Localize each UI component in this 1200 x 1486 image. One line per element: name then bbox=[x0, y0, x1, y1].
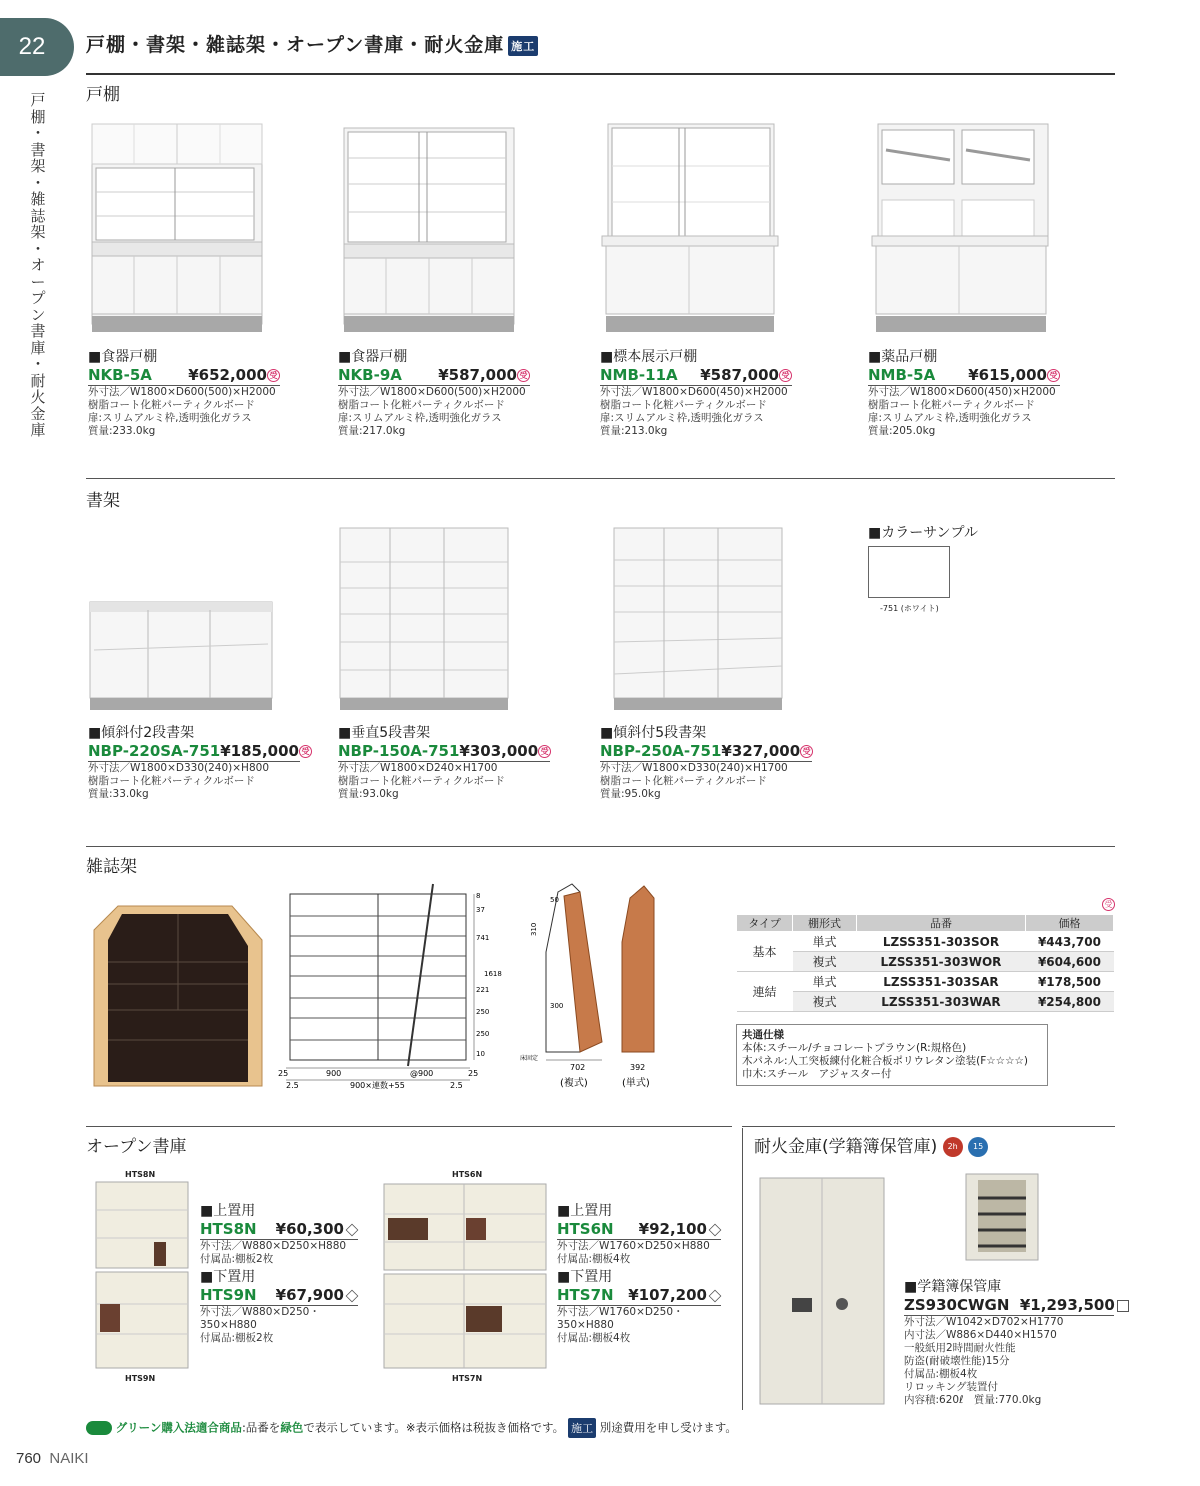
zasshika-price-table bbox=[736, 914, 1114, 1012]
side-label-char: オ bbox=[30, 256, 46, 274]
product-specs bbox=[200, 1240, 358, 1266]
page-title bbox=[86, 30, 538, 57]
spec-line: 質量:33.0kg bbox=[88, 788, 149, 800]
footer-note-2: で表示しています。※表示価格は税抜き価格です。 bbox=[303, 1420, 565, 1435]
product-card bbox=[600, 722, 812, 801]
chapter-number: 22 bbox=[18, 33, 46, 60]
product-name: ■薬品戸棚 bbox=[868, 349, 938, 365]
image-nkb-5a bbox=[88, 120, 268, 340]
rule-zasshika bbox=[86, 846, 1115, 847]
image-nbp-150a bbox=[338, 526, 510, 712]
diamond-badge-icon bbox=[709, 1223, 722, 1236]
product-code: HTS6N bbox=[557, 1220, 614, 1238]
dim-right-0: 8 bbox=[476, 892, 481, 900]
side-label-char: ン bbox=[30, 305, 46, 324]
product-card bbox=[88, 722, 310, 801]
spec-line: 扉:スリムアルミ枠,透明強化ガラス bbox=[88, 412, 252, 424]
front-drawing bbox=[278, 880, 502, 1090]
diamond-badge-icon bbox=[709, 1289, 722, 1302]
rule-taika bbox=[742, 1126, 1115, 1127]
vertical-divider bbox=[742, 1128, 743, 1410]
product-name: ■食器戸棚 bbox=[88, 349, 158, 365]
section-open: オープン書庫 bbox=[86, 1137, 187, 1157]
dim-bottom-0: 25 bbox=[278, 1069, 289, 1078]
dim-total-2: 2.5 bbox=[450, 1081, 463, 1090]
spec-line: 扉:スリムアルミ枠,透明強化ガラス bbox=[600, 412, 764, 424]
spec-line: 外寸法／W1042×D702×H1770 bbox=[904, 1316, 1064, 1328]
product-code-price bbox=[557, 1286, 721, 1306]
dim-right-6: 250 bbox=[476, 1030, 490, 1038]
spec-line: 付属品:棚板2枚 bbox=[200, 1253, 274, 1265]
spec-line: 一般紙用2時間耐火性能 bbox=[904, 1342, 1016, 1354]
spec-line: 防盗(耐破壊性能)15分 bbox=[904, 1355, 1010, 1367]
rule-shoka bbox=[86, 478, 1115, 479]
order-badge-icon: 受 bbox=[1047, 369, 1060, 382]
spec-line: 外寸法／W1800×D600(500)×H2000 bbox=[338, 386, 526, 398]
side-label-char: プ bbox=[30, 289, 46, 307]
color-sample-title: ■カラーサンプル bbox=[868, 525, 978, 541]
img-label-hts9n: HTS9N bbox=[125, 1374, 156, 1383]
spec-line: 質量:205.0kg bbox=[868, 425, 936, 437]
section-zasshika: 雑誌架 bbox=[86, 857, 137, 877]
product-code-price bbox=[338, 742, 550, 762]
side-label-char: 書 bbox=[30, 322, 46, 340]
product-price: ¥587,000 bbox=[700, 366, 779, 384]
product-specs bbox=[557, 1240, 721, 1266]
order-badge-icon: 受 bbox=[267, 369, 280, 382]
table-row: 複式 LZSS351-303WAR ¥254,800 bbox=[737, 992, 1114, 1012]
header-rule bbox=[86, 73, 1115, 75]
order-badge-icon: 受 bbox=[779, 369, 792, 382]
product-code: NMB-5A bbox=[868, 366, 936, 384]
dim-right-7: 10 bbox=[476, 1050, 485, 1058]
safe-code-price bbox=[904, 1296, 1114, 1316]
section-shoka: 書架 bbox=[86, 491, 120, 511]
spec-line: 樹脂コート化粧パーティクルボード bbox=[868, 399, 1035, 411]
side-label-char: 棚 bbox=[30, 107, 46, 126]
table-row: 基本 単式 LZSS351-303SOR ¥443,700 bbox=[737, 932, 1114, 952]
side-label-char: 火 bbox=[30, 388, 46, 406]
image-nmb-5a bbox=[870, 120, 1050, 340]
safe-specs bbox=[904, 1316, 1114, 1407]
product-specs bbox=[338, 762, 550, 801]
order-badge-icon: 受 bbox=[299, 745, 312, 758]
spec-line: 質量:213.0kg bbox=[600, 425, 668, 437]
footer-green-word: 緑色 bbox=[280, 1420, 304, 1435]
product-code: HTS8N bbox=[200, 1220, 257, 1238]
product-price: ¥327,000 bbox=[721, 742, 801, 760]
order-badge-icon: 受 bbox=[800, 745, 813, 758]
product-price: ¥615,000 bbox=[968, 366, 1047, 384]
image-nmb-11a bbox=[600, 120, 780, 340]
product-specs bbox=[200, 1306, 358, 1345]
spec-line: 外寸法／W1760×D250×H880 bbox=[557, 1240, 710, 1252]
product-name: ■下置用 bbox=[557, 1269, 613, 1285]
safe-name: ■学籍簿保管庫 bbox=[904, 1279, 1002, 1295]
depth-double: 702 bbox=[570, 1063, 586, 1072]
product-specs bbox=[338, 386, 530, 438]
spec-line: 外寸法／W1800×D240×H1700 bbox=[338, 762, 498, 774]
product-card bbox=[600, 346, 792, 438]
spec-line: 樹脂コート化粧パーティクルボード bbox=[88, 775, 255, 787]
th-code: 品番 bbox=[857, 915, 1026, 932]
spec-line: 外寸法／W1800×D600(450)×H2000 bbox=[868, 386, 1056, 398]
spec-line: 扉:スリムアルミ枠,透明強化ガラス bbox=[868, 412, 1032, 424]
image-nbp-220sa bbox=[86, 600, 276, 712]
spec-line: 質量:93.0kg bbox=[338, 788, 399, 800]
product-specs bbox=[868, 386, 1060, 438]
product-card bbox=[338, 722, 550, 801]
product-price: ¥92,100 bbox=[638, 1220, 707, 1238]
img-label-hts6n: HTS6N bbox=[452, 1170, 483, 1179]
product-code-price bbox=[338, 366, 530, 386]
product-price: ¥587,000 bbox=[438, 366, 517, 384]
side-label-char: 雑 bbox=[30, 190, 46, 208]
product-code: NKB-5A bbox=[88, 366, 152, 384]
chapter-tab bbox=[0, 18, 74, 76]
side-drawing bbox=[512, 882, 662, 1092]
spec-line: 内容積:620ℓ 質量:770.0kg bbox=[904, 1394, 1042, 1406]
color-swatch-white bbox=[868, 546, 950, 598]
spec-line: 外寸法／W880×D250・350×H880 bbox=[200, 1306, 320, 1331]
product-specs bbox=[600, 386, 792, 438]
section-todana: 戸棚 bbox=[86, 85, 120, 105]
dim-bottom-2: @900 bbox=[410, 1069, 434, 1078]
spec-line: 扉:スリムアルミ枠,透明強化ガラス bbox=[338, 412, 502, 424]
product-card bbox=[557, 1266, 721, 1345]
dim-total-0: 2.5 bbox=[286, 1081, 299, 1090]
product-price: ¥652,000 bbox=[188, 366, 267, 384]
page-number bbox=[16, 1450, 89, 1467]
page-number-text: 760 bbox=[16, 1450, 42, 1467]
green-g-icon bbox=[86, 1421, 112, 1435]
product-code-price bbox=[200, 1286, 358, 1306]
product-code-price bbox=[868, 366, 1060, 386]
side-dim-0: 50 bbox=[550, 896, 559, 904]
table-row: 連結 単式 LZSS351-303SAR ¥178,500 bbox=[737, 972, 1114, 992]
safe-price: ¥1,293,500 bbox=[1019, 1296, 1115, 1314]
product-code: HTS9N bbox=[200, 1286, 257, 1304]
side-label-char: 誌 bbox=[30, 206, 46, 225]
table-row: 複式 LZSS351-303WOR ¥604,600 bbox=[737, 952, 1114, 972]
product-name: ■垂直5段書架 bbox=[338, 725, 431, 741]
section-taika bbox=[754, 1132, 988, 1157]
side-label-char: 書 bbox=[30, 140, 46, 159]
product-code-price bbox=[557, 1220, 721, 1240]
th-form: 棚形式 bbox=[793, 915, 857, 932]
product-specs bbox=[88, 386, 280, 438]
spec-line: 本体:スチール/チョコレートブラウン(R:規格色) bbox=[742, 1042, 967, 1054]
dim-bottom-1: 900 bbox=[326, 1069, 342, 1078]
product-card bbox=[200, 1266, 358, 1345]
floor-label: 床固定 bbox=[520, 1055, 539, 1062]
spec-title: 共通仕様 bbox=[742, 1029, 784, 1041]
product-card bbox=[557, 1200, 721, 1266]
green-purchase-label: グリーン購入法適合商品 bbox=[115, 1420, 242, 1435]
product-specs bbox=[88, 762, 300, 801]
side-label-char: 戸 bbox=[30, 91, 46, 109]
spec-line: 付属品:棚板2枚 bbox=[200, 1332, 274, 1344]
product-code: HTS7N bbox=[557, 1286, 614, 1304]
footer-note-1: :品番を bbox=[241, 1420, 281, 1435]
image-nbp-250a bbox=[612, 526, 784, 712]
product-name: ■食器戸棚 bbox=[338, 349, 408, 365]
image-nkb-9a bbox=[340, 120, 520, 340]
diamond-badge-icon bbox=[346, 1223, 359, 1236]
product-price: ¥60,300 bbox=[275, 1220, 344, 1238]
product-code-price bbox=[600, 742, 812, 762]
product-code: NBP-150A-751 bbox=[338, 742, 460, 760]
dim-bottom-3: 25 bbox=[468, 1069, 479, 1078]
spec-line: 外寸法／W880×D250×H880 bbox=[200, 1240, 347, 1252]
spec-line: 付属品:棚板4枚 bbox=[557, 1332, 631, 1344]
spec-line: 外寸法／W1800×D330(240)×H1700 bbox=[600, 762, 788, 774]
side-label bbox=[28, 92, 48, 439]
spec-line: 付属品:棚板4枚 bbox=[557, 1253, 631, 1265]
fireproof-2h-icon: 2h bbox=[943, 1137, 963, 1157]
spec-line: 樹脂コート化粧パーティクルボード bbox=[600, 399, 767, 411]
safe-product bbox=[904, 1276, 1114, 1407]
product-code: NBP-220SA-751 bbox=[88, 742, 221, 760]
dim-right-1: 37 bbox=[476, 906, 485, 914]
product-price: ¥107,200 bbox=[628, 1286, 707, 1304]
dim-total-1: 900×連数+55 bbox=[350, 1081, 405, 1090]
product-code: NKB-9A bbox=[338, 366, 402, 384]
product-card bbox=[868, 346, 1060, 438]
order-badge-icon: 受 bbox=[517, 369, 530, 382]
footer-note bbox=[86, 1418, 737, 1438]
image-safe bbox=[756, 1174, 888, 1410]
product-code-price bbox=[200, 1220, 358, 1240]
image-hts6n-hts7n bbox=[382, 1182, 548, 1372]
side-dim-1: 310 bbox=[530, 922, 538, 936]
image-hts8n-hts9n bbox=[94, 1180, 190, 1372]
side-label-char: ・ bbox=[30, 239, 46, 258]
img-label-hts8n: HTS8N bbox=[125, 1170, 156, 1179]
construction-badge: 施工 bbox=[508, 36, 538, 56]
order-badge: 受 bbox=[1102, 898, 1115, 911]
product-code: NBP-250A-751 bbox=[600, 742, 722, 760]
side-label-char: 金 bbox=[30, 404, 46, 423]
rule-open bbox=[86, 1126, 732, 1127]
product-code-price bbox=[600, 366, 792, 386]
product-card bbox=[338, 346, 530, 438]
side-label-char: 架 bbox=[30, 157, 46, 175]
spec-line: 質量:233.0kg bbox=[88, 425, 156, 437]
dim-right-3: 1618 bbox=[484, 970, 502, 978]
order-badge-icon: 受 bbox=[538, 745, 551, 758]
page-title-text: 戸棚・書架・雑誌架・オープン書庫・耐火金庫 bbox=[86, 34, 505, 56]
common-spec-box bbox=[736, 1024, 1048, 1086]
section-taika-text: 耐火金庫(学籍簿保管庫) bbox=[754, 1137, 938, 1157]
label-double: (複式) bbox=[560, 1078, 588, 1089]
spec-line: リロッキング装置付 bbox=[904, 1381, 998, 1393]
side-label-char: ・ bbox=[30, 124, 46, 142]
side-label-char: 耐 bbox=[30, 371, 46, 390]
product-name: ■下置用 bbox=[200, 1269, 256, 1285]
spec-line: 木パネル:人工突板練付化粧合板ポリウレタン塗装(F☆☆☆☆) bbox=[742, 1055, 1029, 1067]
spec-line: 外寸法／W1800×D600(450)×H2000 bbox=[600, 386, 788, 398]
side-label-char: ・ bbox=[30, 173, 46, 192]
square-badge-icon bbox=[1117, 1300, 1129, 1312]
anti-theft-15-icon: 15 bbox=[968, 1137, 988, 1157]
side-label-char: 庫 bbox=[30, 338, 46, 357]
spec-line: 外寸法／W1760×D250・350×H880 bbox=[557, 1306, 684, 1331]
spec-line: 外寸法／W1800×D600(500)×H2000 bbox=[88, 386, 276, 398]
product-name: ■上置用 bbox=[557, 1203, 613, 1219]
footer-note-3: 別途費用を申し受けます。 bbox=[599, 1420, 737, 1435]
product-specs bbox=[557, 1306, 721, 1345]
safe-code: ZS930CWGN bbox=[904, 1296, 1010, 1314]
product-name: ■傾斜付5段書架 bbox=[600, 725, 707, 741]
side-dim-2: 300 bbox=[550, 1002, 564, 1010]
product-code-price bbox=[88, 366, 280, 386]
footer-construction-badge: 施工 bbox=[568, 1418, 596, 1438]
product-name: ■上置用 bbox=[200, 1203, 256, 1219]
image-magazine-rack bbox=[88, 900, 266, 1090]
dim-right-2: 741 bbox=[476, 934, 490, 942]
product-specs bbox=[600, 762, 812, 801]
spec-line: 樹脂コート化粧パーティクルボード bbox=[88, 399, 255, 411]
side-label-char: ー bbox=[30, 272, 46, 291]
color-sample-label: -751 (ホワイト) bbox=[880, 604, 939, 613]
product-name: ■傾斜付2段書架 bbox=[88, 725, 195, 741]
depth-single: 392 bbox=[630, 1063, 646, 1072]
image-safe-open bbox=[964, 1172, 1040, 1264]
product-name: ■標本展示戸棚 bbox=[600, 349, 698, 365]
product-code-price bbox=[88, 742, 310, 762]
spec-line: 樹脂コート化粧パーティクルボード bbox=[600, 775, 767, 787]
spec-line: 樹脂コート化粧パーティクルボード bbox=[338, 399, 505, 411]
brand-name: NAIKI bbox=[49, 1450, 89, 1467]
side-label-char: 架 bbox=[30, 223, 46, 241]
product-price: ¥185,000 bbox=[220, 742, 299, 760]
product-price: ¥303,000 bbox=[459, 742, 539, 760]
product-code: NMB-11A bbox=[600, 366, 678, 384]
spec-line: 質量:217.0kg bbox=[338, 425, 406, 437]
spec-line: 樹脂コート化粧パーティクルボード bbox=[338, 775, 505, 787]
spec-line: 質量:95.0kg bbox=[600, 788, 661, 800]
product-card bbox=[88, 346, 280, 438]
spec-line: 巾木:スチール アジャスター付 bbox=[742, 1068, 892, 1080]
spec-line: 外寸法／W1800×D330(240)×H800 bbox=[88, 762, 269, 774]
spec-line: 内寸法／W886×D440×H1570 bbox=[904, 1329, 1057, 1341]
product-card bbox=[200, 1200, 358, 1266]
side-label-char: 庫 bbox=[30, 421, 46, 439]
diamond-badge-icon bbox=[346, 1289, 359, 1302]
spec-line: 付属品:棚板4枚 bbox=[904, 1368, 978, 1380]
th-price: 価格 bbox=[1025, 915, 1113, 932]
dim-right-5: 250 bbox=[476, 1008, 490, 1016]
side-label-char: ・ bbox=[30, 355, 46, 373]
img-label-hts7n: HTS7N bbox=[452, 1374, 483, 1383]
label-single: (単式) bbox=[622, 1078, 650, 1089]
th-type: タイプ bbox=[737, 915, 793, 932]
dim-right-4: 221 bbox=[476, 986, 490, 994]
product-price: ¥67,900 bbox=[275, 1286, 344, 1304]
